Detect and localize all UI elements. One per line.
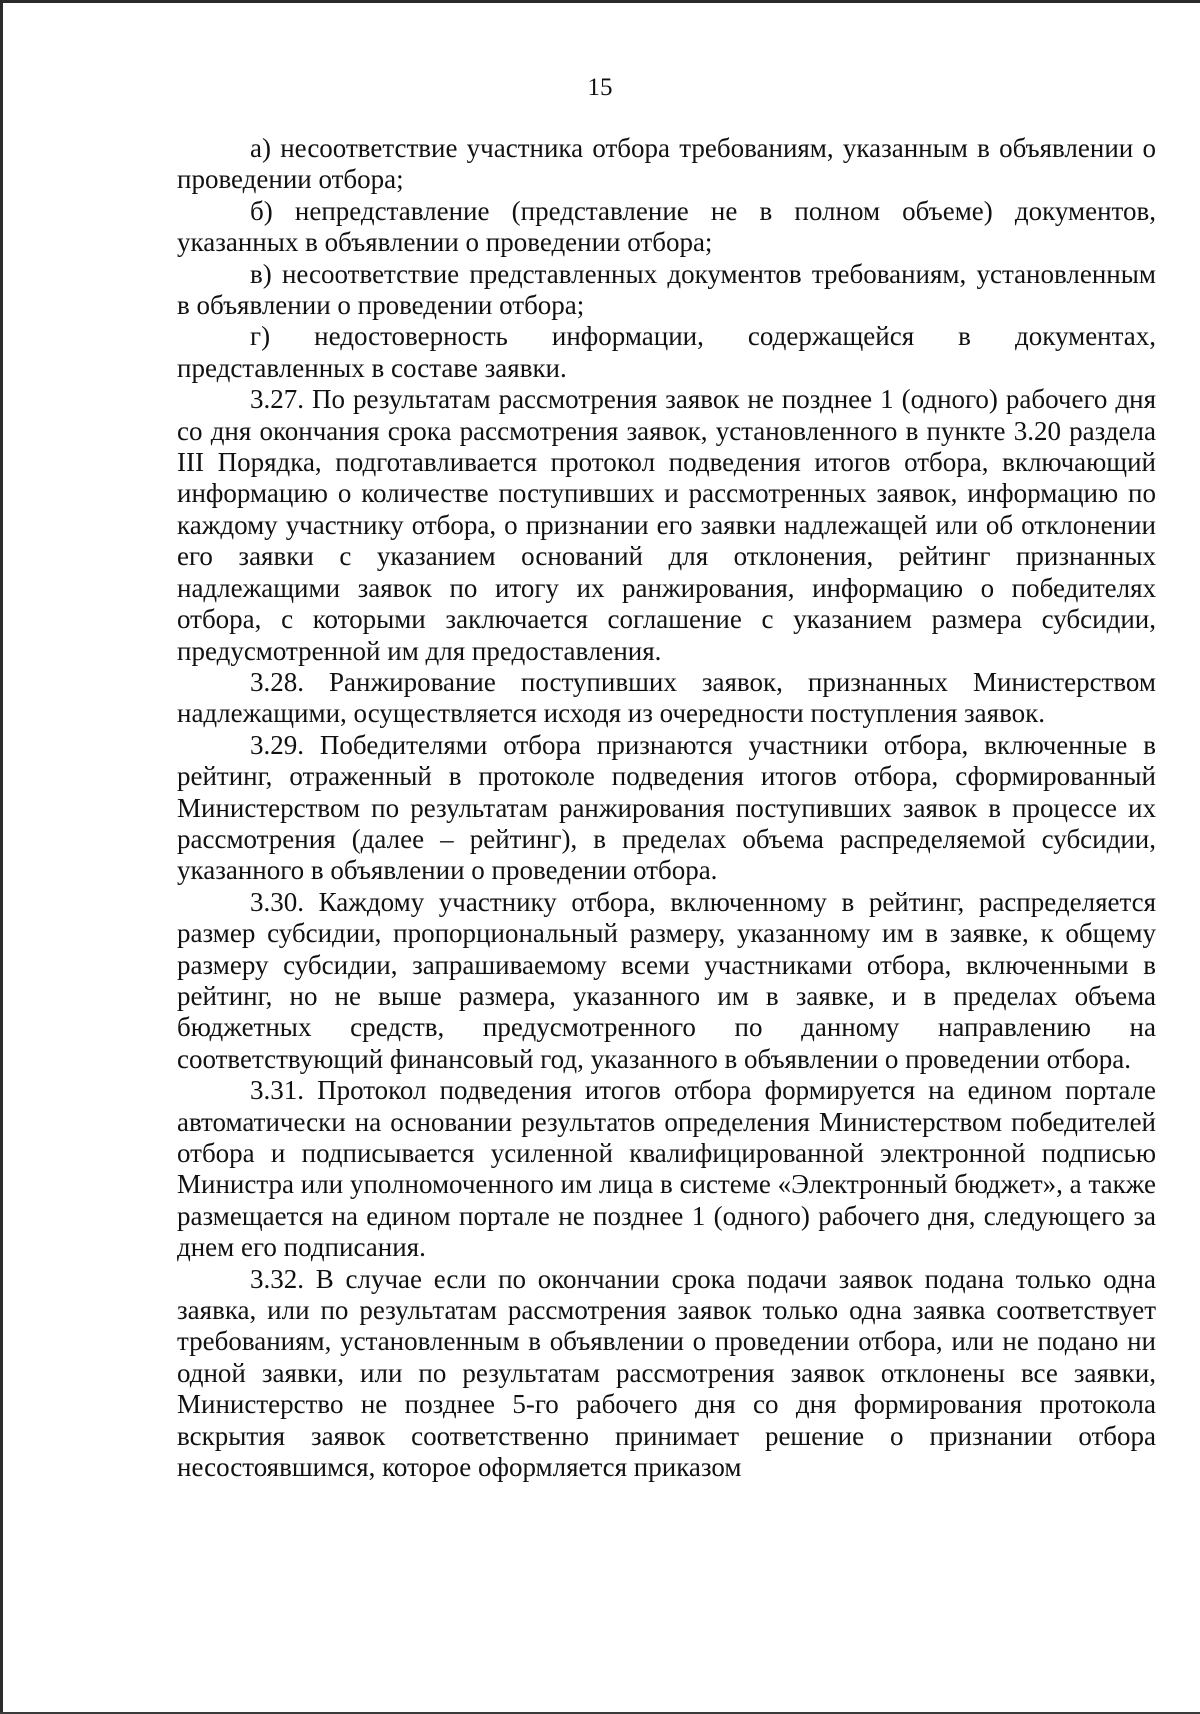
paragraph-3-29: 3.29. Победителями отбора признаются участники отбора, включенные в рейтинг, отраженный в протоколе подведения итогов отбора, сформированный Министерством по результатам ранжирования поступивших заявок в процессе их рассмотрения (далее – рейтинг), в пределах объема распределяемой субсидии, указанного в объявлении о проведении отбора.: [177, 729, 1156, 886]
paragraph-3-32: 3.32. В случае если по окончании срока подачи заявок подана только одна заявка, или по результатам рассмотрения заявок только одна заявка соответствует требованиям, установленным в объявлении о проведении отбора, или не подано ни одной заявки, или по результатам рассмотрения заявок отклонены все заявки, Министерство не позднее 5-го рабочего дня со дня формирования протокола вскрытия заявок соответственно принимает решение о признании отбора несостоявшимся, которое оформляется приказом: [177, 1263, 1156, 1483]
scan-edge-left: [0, 0, 3, 1714]
paragraph-3-30: 3.30. Каждому участнику отбора, включенному в рейтинг, распределяется размер субсидии, пропорциональный размеру, указанному им в заявке, к общему размеру субсидии, запрашиваемому всеми участниками отбора, включенными в рейтинг, но не выше размера, указанного им в заявке, и в пределах объема бюджетных средств, предусмотренного по данному направлению на соответствующий финансовый год, указанного в объявлении о проведении отбора.: [177, 886, 1156, 1074]
paragraph-3-31: 3.31. Протокол подведения итогов отбора формируется на едином портале автоматически на основании результатов определения Министерством победителей отбора и подписывается усиленной квалифицированной электронной подписью Министра или уполномоченного им лица в системе «Электронный бюджет», а также размещается на едином портале не позднее 1 (одного) рабочего дня, следующего за днем его подписания.: [177, 1075, 1156, 1263]
paragraph-3-27: 3.27. По результатам рассмотрения заявок не позднее 1 (одного) рабочего дня со дня окончания срока рассмотрения заявок, установленного в пункте 3.20 раздела III Порядка, подготавливается протокол подведения итогов отбора, включающий информацию о количестве поступивших и рассмотренных заявок, информацию по каждому участнику отбора, о признании его заявки надлежащей или об отклонении его заявки с указанием оснований для отклонения, рейтинг признанных надлежащими заявок по итогу их ранжирования, информацию о победителях отбора, с которыми заключается соглашение с указанием размера субсидии, предусмотренной им для предоставления.: [177, 384, 1156, 666]
paragraph-item-a: а) несоответствие участника отбора требованиям, указанным в объявлении о проведении отбора;: [177, 133, 1156, 195]
document-body: [177, 133, 1156, 1483]
paragraph-item-v: в) несоответствие представленных документов требованиям, установленным в объявлении о проведении отбора;: [177, 258, 1156, 321]
scan-edge-top: [0, 0, 1200, 3]
paragraph-item-b: б) непредставление (представление не в полном объеме) документов, указанных в объявлении о проведении отбора;: [177, 195, 1156, 258]
paragraph-item-g: г) недостоверность информации, содержащейся в документах, представленных в составе заявки.: [177, 321, 1156, 383]
page-number: 15: [587, 74, 613, 101]
paragraph-3-28: 3.28. Ранжирование поступивших заявок, признанных Министерством надлежащими, осуществляется исходя из очередности поступления заявок.: [177, 666, 1156, 729]
